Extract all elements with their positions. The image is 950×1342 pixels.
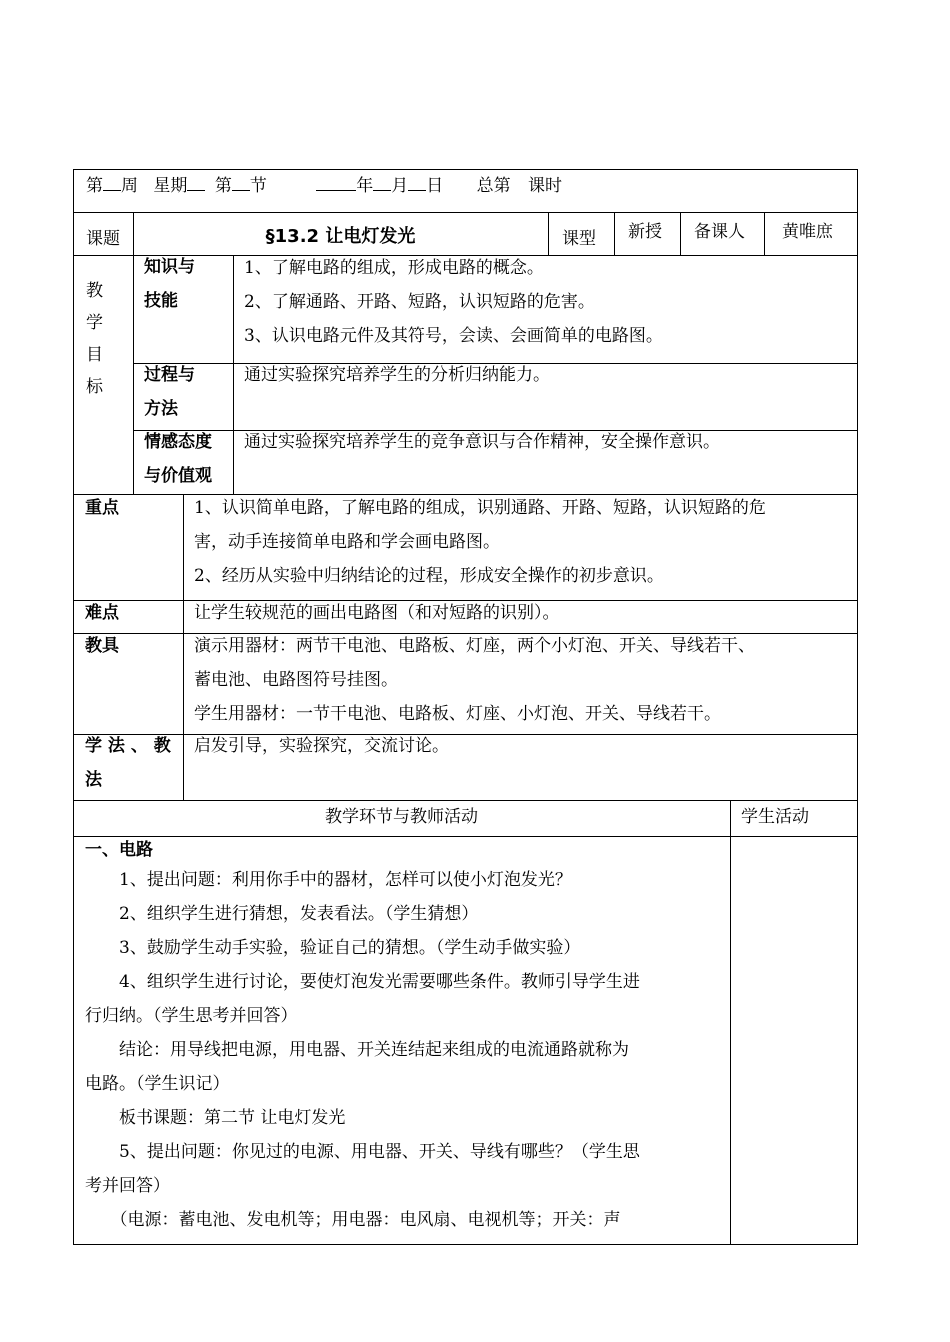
emotion-label-line: 情感态度 [144, 432, 212, 452]
knowledge-label [144, 250, 195, 318]
emotion-label-line: 与价值观 [144, 466, 212, 486]
key-points-label: 重点 [85, 498, 119, 518]
weekday-label: 星期 [153, 176, 188, 196]
activity-line: （电源：蓄电池、发电机等；用电器：电风扇、电视机等；开关：声 [110, 1210, 621, 1230]
month-suffix: 月 [391, 176, 409, 196]
day-blank [408, 190, 426, 191]
activity-line: 考并回答） [85, 1176, 170, 1196]
process-label [144, 358, 195, 426]
day-suffix: 日 [426, 176, 444, 196]
week-prefix: 第 [86, 176, 103, 196]
knowledge-item: 1、了解电路的组成，形成电路的概念。 [244, 258, 544, 278]
topic-label: 课题 [86, 229, 120, 249]
methods-label-line: 学 法 、 教 [85, 736, 171, 756]
activity-line: 板书课题：第二节 让电灯发光 [119, 1108, 346, 1128]
knowledge-label-line: 知识与 [144, 257, 195, 277]
goals-label-char: 目 [86, 345, 103, 365]
key-points-line: 1、认识简单电路，了解电路的组成，识别通路、开路、短路，认识短路的危 [194, 498, 766, 518]
activity-line: 行归纳。（学生思考并回答） [85, 1006, 298, 1026]
activity-line: 5、提出问题：你见过的电源、用电器、开关、导线有哪些？（学生思 [119, 1142, 640, 1162]
goals-label-char: 学 [86, 313, 103, 333]
preparer-value: 黄唯庶 [782, 222, 833, 242]
weekday-blank [187, 190, 205, 191]
knowledge-label-line: 技能 [144, 291, 178, 311]
activity-line: 结论：用导线把电源，用电器、开关连结起来组成的电流通路就称为 [119, 1040, 629, 1060]
type-value: 新授 [628, 222, 662, 242]
methods-text: 启发引导，实验探究，交流讨论。 [194, 736, 449, 756]
tools-label: 教具 [85, 636, 119, 656]
knowledge-items [244, 251, 663, 353]
lesson-blank [232, 190, 250, 191]
goals-label-char: 教 [86, 281, 103, 301]
activity-line: 1、提出问题：利用你手中的器材，怎样可以使小灯泡发光？ [119, 870, 572, 890]
student-activity-header: 学生活动 [741, 807, 809, 827]
key-points-line: 害，动手连接简单电路和学会画电路图。 [194, 532, 500, 552]
teacher-activity-header: 教学环节与教师活动 [325, 807, 478, 827]
year-blank [316, 190, 356, 191]
topic-value: §13.2 让电灯发光 [265, 226, 416, 247]
activity-line: 2、组织学生进行猜想，发表看法。（学生猜想） [119, 904, 479, 924]
activity-line: 4、组织学生进行讨论，要使灯泡发光需要哪些条件。教师引导学生进 [119, 972, 640, 992]
activity-line: 3、鼓励学生动手实验，验证自己的猜想。（学生动手做实验） [119, 938, 581, 958]
section-title: 一、电路 [85, 840, 153, 860]
tools-text [194, 629, 755, 731]
knowledge-item: 3、认识电路元件及其符号，会读、会画简单的电路图。 [244, 326, 663, 346]
week-suffix: 周 [121, 176, 138, 196]
preparer-label: 备课人 [694, 222, 745, 242]
key-points-text [194, 491, 766, 593]
difficulty-text: 让学生较规范的画出电路图（和对短路的识别）。 [194, 603, 560, 623]
year-suffix: 年 [356, 176, 374, 196]
tools-line: 蓄电池、电路图符号挂图。 [194, 670, 398, 690]
month-blank [373, 190, 391, 191]
difficulty-label: 难点 [85, 603, 119, 623]
key-points-line: 2、经历从实验中归纳结论的过程，形成安全操作的初步意识。 [194, 566, 664, 586]
emotion-text: 通过实验探究培养学生的竞争意识与合作精神，安全操作意识。 [244, 432, 720, 452]
period-label: 课时 [528, 176, 563, 196]
knowledge-item: 2、了解通路、开路、短路，认识短路的危害。 [244, 292, 595, 312]
process-text: 通过实验探究培养学生的分析归纳能力。 [244, 365, 550, 385]
activity-body [85, 863, 725, 1237]
schedule-header [86, 171, 562, 196]
process-label-line: 方法 [144, 399, 178, 419]
goals-label [86, 275, 106, 403]
tools-line: 演示用器材：两节干电池、电路板、灯座，两个小灯泡、开关、导线若干、 [194, 636, 755, 656]
lesson-prefix: 第 [214, 176, 232, 196]
total-label: 总第 [476, 176, 511, 196]
activity-line: 电路。（学生识记） [85, 1074, 230, 1094]
methods-label [85, 729, 171, 797]
week-blank [103, 190, 121, 191]
process-label-line: 过程与 [144, 365, 195, 385]
lesson-suffix: 节 [249, 176, 267, 196]
type-label: 课型 [562, 229, 596, 249]
goals-label-char: 标 [86, 377, 103, 397]
emotion-label [144, 425, 212, 493]
methods-label-line: 法 [85, 770, 102, 790]
tools-line: 学生用器材：一节干电池、电路板、灯座、小灯泡、开关、导线若干。 [194, 704, 721, 724]
